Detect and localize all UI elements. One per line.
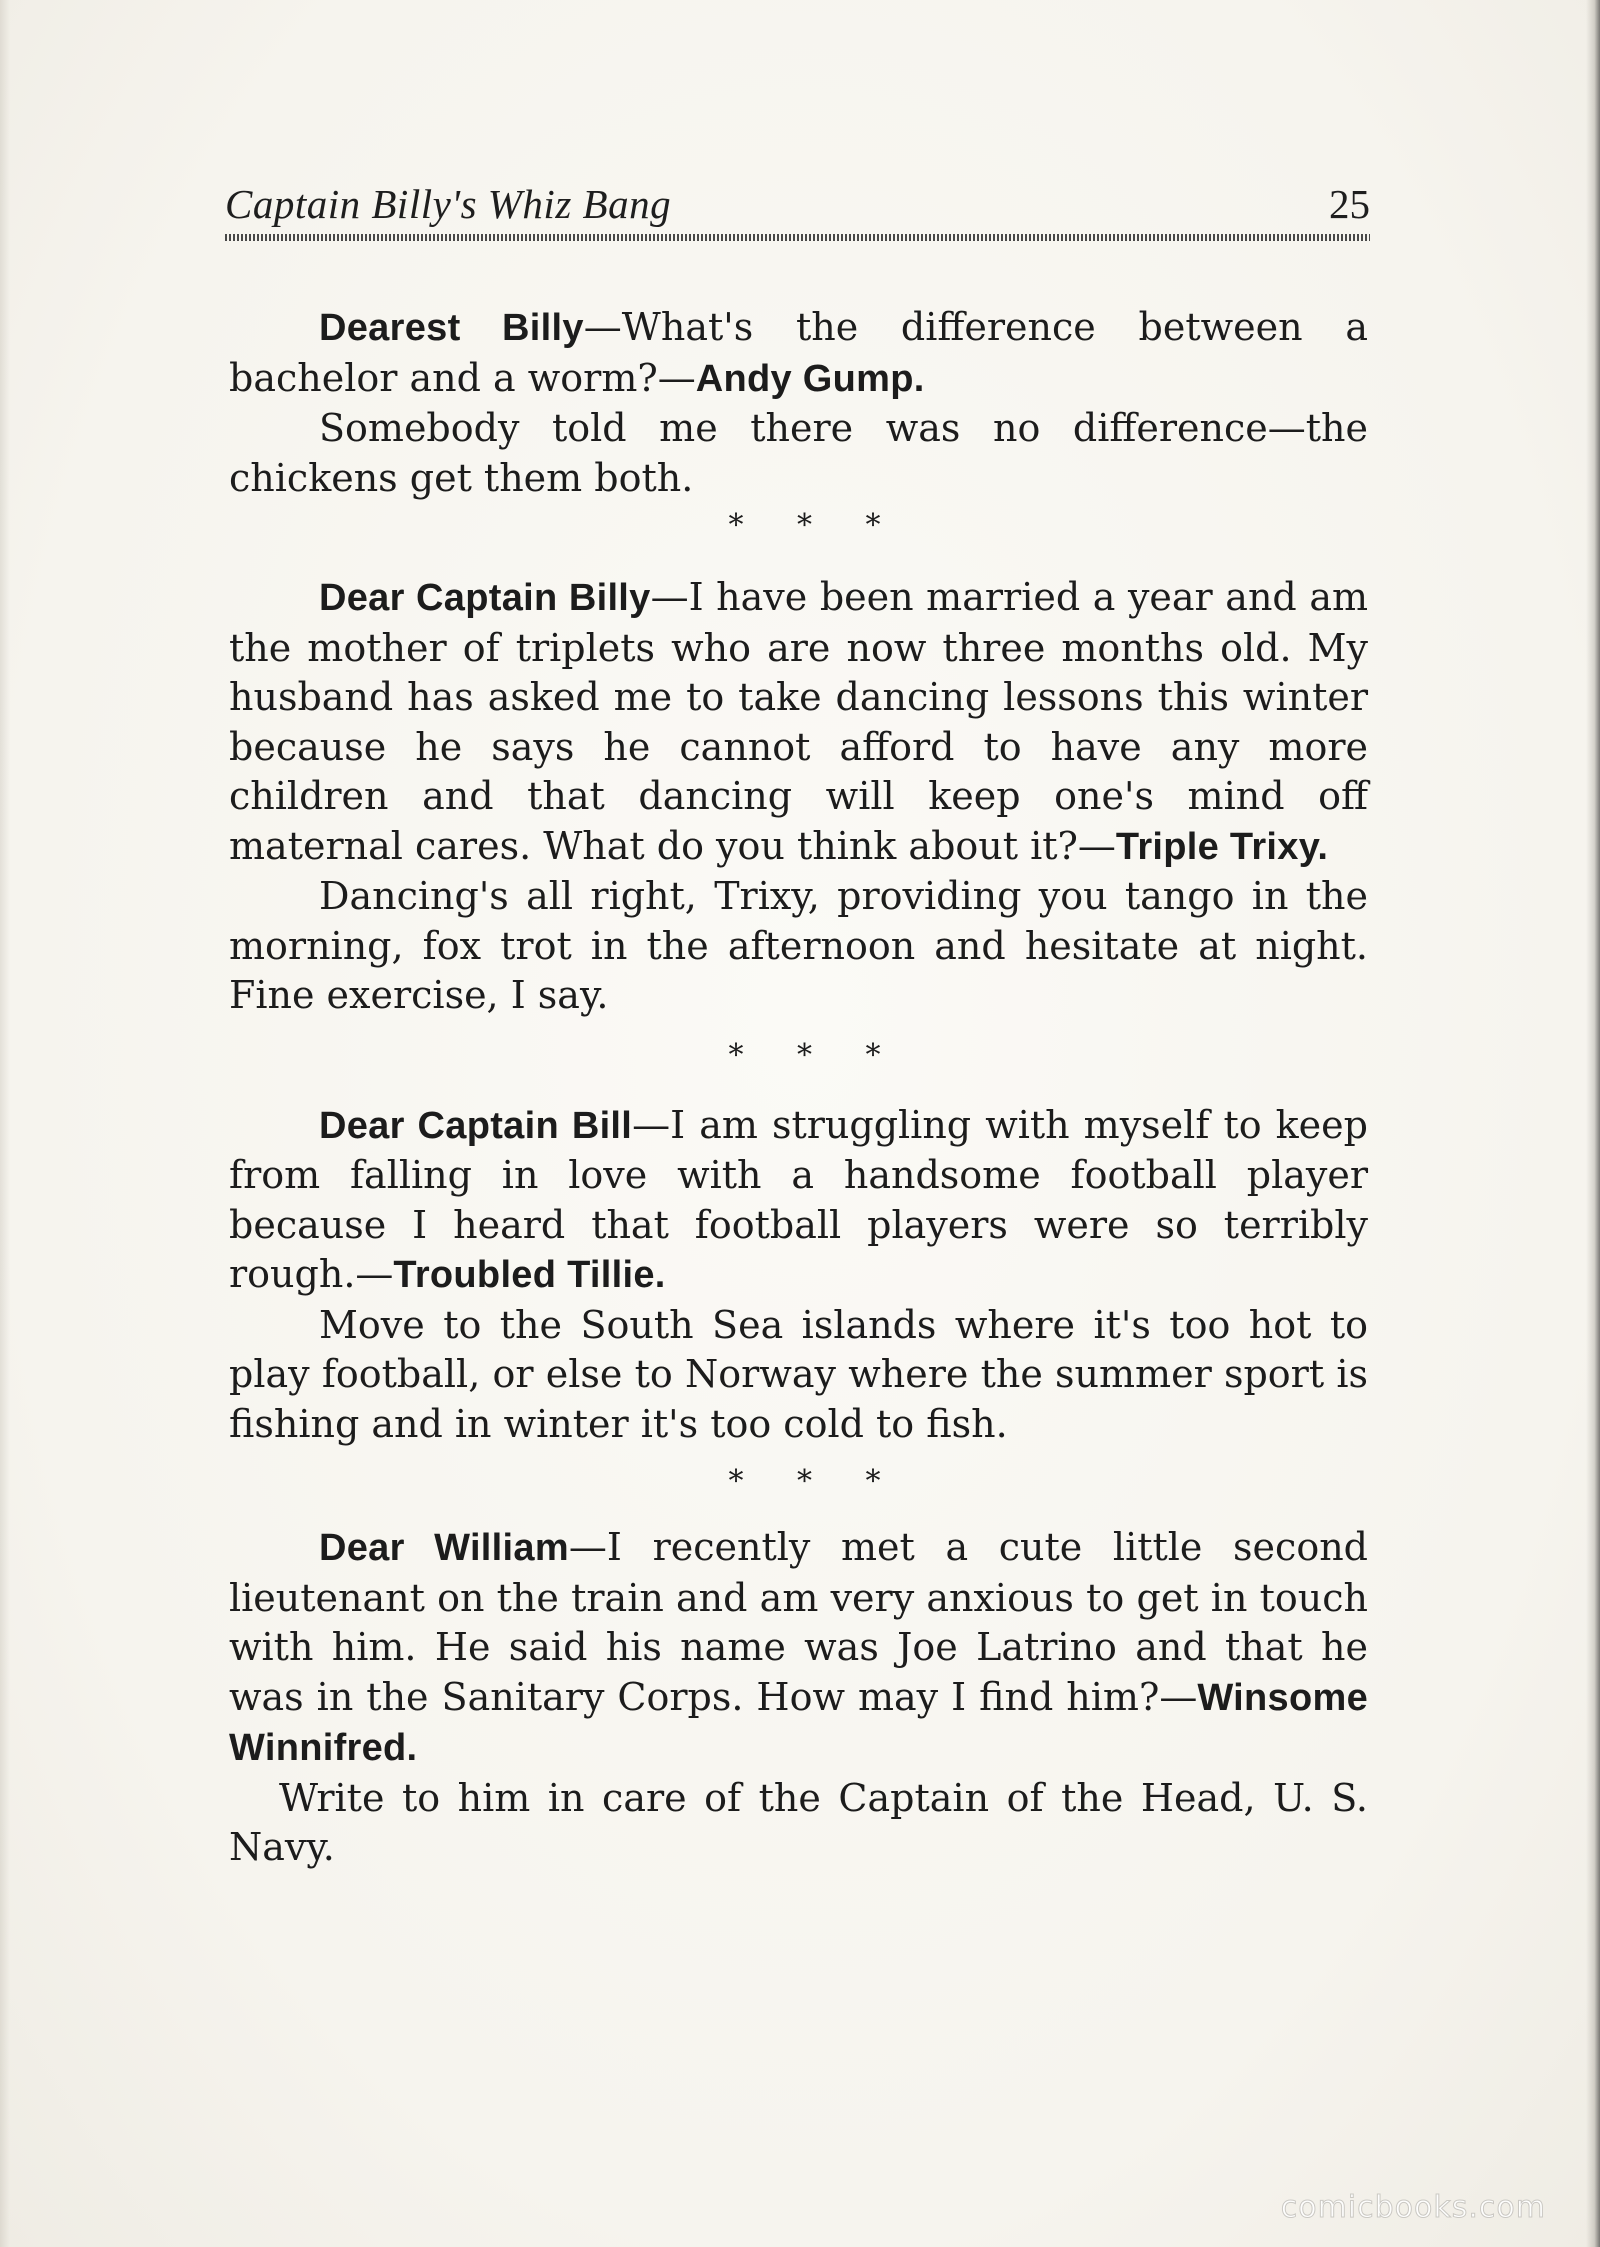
left-page-edge <box>0 0 10 2247</box>
letter-signature: Troubled Tillie. <box>393 1254 666 1296</box>
letter-question <box>229 303 1368 404</box>
letter-signature: Winsome Winnifred. <box>229 1676 1368 1769</box>
letter-answer: Write to him in care of the Captain of the Head, U. S. Navy. <box>229 1775 1368 1869</box>
letter-question <box>229 573 1368 872</box>
page-body <box>229 303 1368 1873</box>
letter-answer: Move to the South Sea islands where it's too hot to play football, or else to Norway where the summer sport is fishing and in winter it's too cold to fish. <box>229 1302 1368 1446</box>
letter-question-text: —What's the difference between a bachelor and a worm?— <box>229 305 1368 400</box>
letter-question-text: —I recently met a cute little second lieutenant on the train and am very anxious to get in touch with him. He said his name was Joe Latrino and that he was in the Sanitary Corps. How may I find him?— <box>229 1525 1368 1719</box>
running-header <box>225 180 1370 240</box>
letter-salutation: Dear Captain Billy <box>319 577 651 619</box>
letter-question <box>229 1523 1368 1774</box>
letter-question-text: —I am struggling with myself to keep from falling in love with a handsome football player because I heard that football players were so terribly rough.— <box>229 1102 1368 1296</box>
letter-salutation: Dear Captain Bill <box>319 1104 633 1147</box>
letter-salutation: Dear William <box>319 1527 569 1569</box>
letter-answer: Somebody told me there was no difference—the chickens get them both. <box>229 406 1368 500</box>
header-rule <box>225 234 1370 241</box>
letter-salutation: Dearest Billy <box>319 307 584 349</box>
letter-signature: Andy Gump. <box>695 357 925 400</box>
letter-question-text: —I have been married a year and am the mother of triplets who are now three months old. My husband has asked me to take dancing lessons this winter because he says he cannot afford to have any more children and that dancing will keep one's mind off maternal cares. What do you think about it?— <box>229 575 1369 868</box>
watermark: comicbooks.com <box>1280 2190 1546 2225</box>
running-title: Captain Billy's Whiz Bang <box>225 181 672 227</box>
section-separator: * * * <box>728 1464 883 1499</box>
right-page-edge <box>1586 0 1600 2247</box>
page-number: 25 <box>1329 181 1370 227</box>
section-separator: * * * <box>728 1037 883 1073</box>
section-separator: * * * <box>728 508 883 543</box>
letter-answer: Dancing's all right, Trixy, providing you tango in the morning, fox trot in the afternoon and hesitate at night. Fine exercise, I say. <box>229 874 1368 1017</box>
letter-question <box>229 1101 1368 1301</box>
letter-signature: Triple Trixy. <box>1115 825 1329 868</box>
